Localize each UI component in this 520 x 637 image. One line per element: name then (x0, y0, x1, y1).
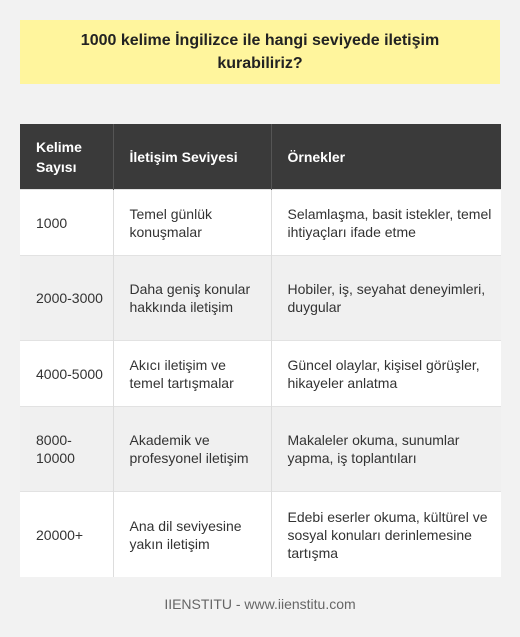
vocabulary-table (20, 124, 501, 577)
cell-word-count: 8000-10000 (20, 407, 113, 492)
cell-word-count: 20000+ (20, 492, 113, 578)
title-banner (20, 20, 500, 84)
table-row (20, 190, 501, 256)
table-row (20, 341, 501, 407)
cell-examples: Edebi eserler okuma, kültürel ve sosyal konuları derinlemesine tartışma (271, 492, 501, 578)
cell-examples: Selamlaşma, basit istekler, temel ihtiyaçları ifade etme (271, 190, 501, 256)
column-header-examples: Örnekler (271, 124, 501, 190)
table-header-row (20, 124, 501, 190)
table-row (20, 407, 501, 492)
cell-communication-level: Ana dil seviyesine yakın iletişim (113, 492, 271, 578)
table-row (20, 492, 501, 578)
cell-communication-level: Akademik ve profesyonel iletişim (113, 407, 271, 492)
cell-examples: Makaleler okuma, sunumlar yapma, iş toplantıları (271, 407, 501, 492)
column-header-communication-level: İletişim Seviyesi (113, 124, 271, 190)
cell-word-count: 1000 (20, 190, 113, 256)
cell-word-count: 4000-5000 (20, 341, 113, 407)
table-row (20, 256, 501, 341)
cell-communication-level: Daha geniş konular hakkında iletişim (113, 256, 271, 341)
cell-communication-level: Temel günlük konuşmalar (113, 190, 271, 256)
column-header-word-count: Kelime Sayısı (20, 124, 113, 190)
cell-word-count: 2000-3000 (20, 256, 113, 341)
footer-credit: IIENSTITU - www.iienstitu.com (164, 596, 356, 612)
page-title: 1000 kelime İngilizce ile hangi seviyede iletişim kurabiliriz? (80, 32, 440, 72)
cell-examples: Hobiler, iş, seyahat deneyimleri, duygular (271, 256, 501, 341)
cell-examples: Güncel olaylar, kişisel görüşler, hikayeler anlatma (271, 341, 501, 407)
cell-communication-level: Akıcı iletişim ve temel tartışmalar (113, 341, 271, 407)
